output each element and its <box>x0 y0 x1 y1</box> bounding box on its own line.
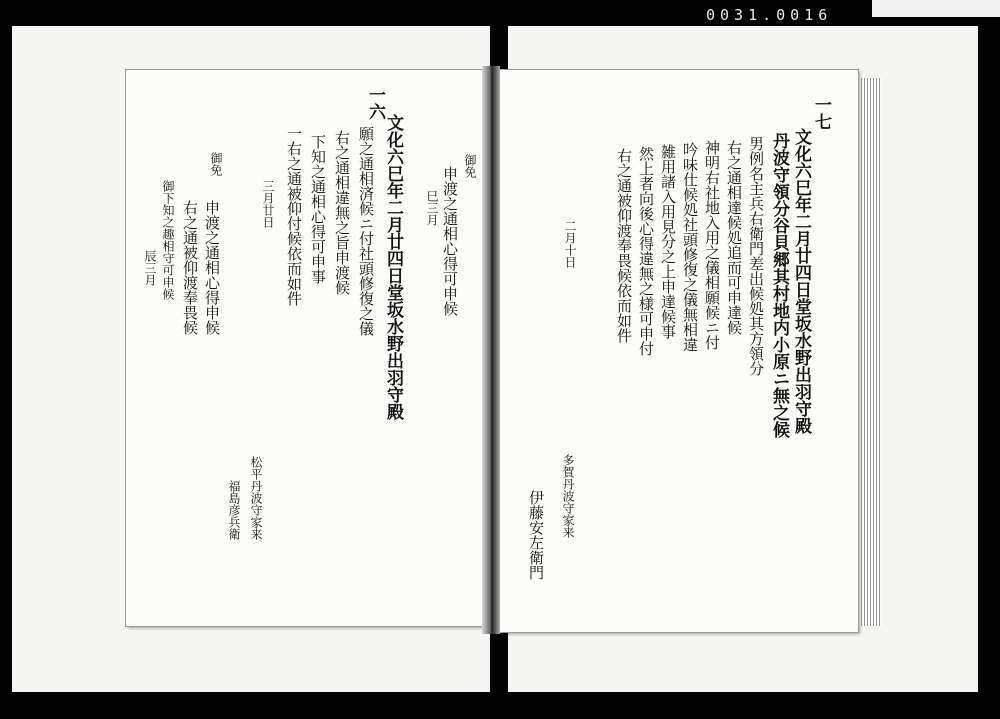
second-line-2: 右之通被仰渡奉畏候 <box>181 200 199 335</box>
right-line-2: 丹波守領分谷貝郷其村地内小原ニ無之候 <box>769 132 789 438</box>
left-date: 三月廿日 <box>261 180 275 228</box>
right-line-3: 男例名主兵右衛門差出候処其方領分 <box>747 136 765 376</box>
left-line-6: 一右之通被仰付候依而如件 <box>285 126 303 306</box>
right-line-5: 神明右社地入用之儀相願候ニ付 <box>703 140 721 350</box>
left-line-4: 右之通相違無之旨申渡候 <box>333 130 351 295</box>
left-line-1: 申渡之通相心得可申候 <box>441 166 459 316</box>
book-gutter <box>482 66 500 634</box>
right-line-9: 右之通被仰渡奉畏候依而如件 <box>615 148 633 343</box>
right-line-8: 然上者向後心得違無之様可申付 <box>637 146 655 356</box>
frame-counter: 0031.0016 <box>706 6 833 24</box>
right-page <box>498 70 858 632</box>
second-line-1: 申渡之通相心得申候 <box>203 200 221 335</box>
right-date: 二月十日 <box>563 220 577 268</box>
left-signature-1: 松平丹波守家来 <box>249 456 263 540</box>
entry-number-16: 一六 <box>365 86 385 120</box>
left-line-3: 願之通相済候ニ付社頭修復之儀 <box>357 126 375 336</box>
second-line-3: 御下知之趣相守可申候 <box>161 180 175 300</box>
book-page-edges <box>856 78 882 626</box>
right-line-6: 吟味仕候処社頭修復之儀無相違 <box>681 142 699 352</box>
right-signature-2: 伊藤安左衛門 <box>527 490 545 580</box>
left-mid-date: 巳三月 <box>425 190 439 226</box>
right-line-1: 文化六巳年二月廿四日堂坂水野出羽守殿 <box>791 128 811 434</box>
left-page <box>126 70 484 626</box>
film-corner-marker <box>872 0 1000 17</box>
left-line-5: 下知之通相心得可申事 <box>309 134 327 284</box>
right-line-4: 右之通相達候処追而可申達候 <box>725 140 743 335</box>
left-line-2: 文化六巳年二月廿四日堂坂水野出羽守殿 <box>383 114 403 420</box>
second-label: 御免 <box>209 152 223 176</box>
right-signature-1: 多賀丹波守家来 <box>561 454 575 538</box>
second-date: 辰三月 <box>143 250 157 286</box>
entry-number-17: 一七 <box>811 96 831 130</box>
top-label: 御免 <box>463 154 477 178</box>
right-line-7: 雑用諸入用見分之上申達候事 <box>659 144 677 339</box>
left-signature-2: 福島彦兵衛 <box>227 480 241 540</box>
